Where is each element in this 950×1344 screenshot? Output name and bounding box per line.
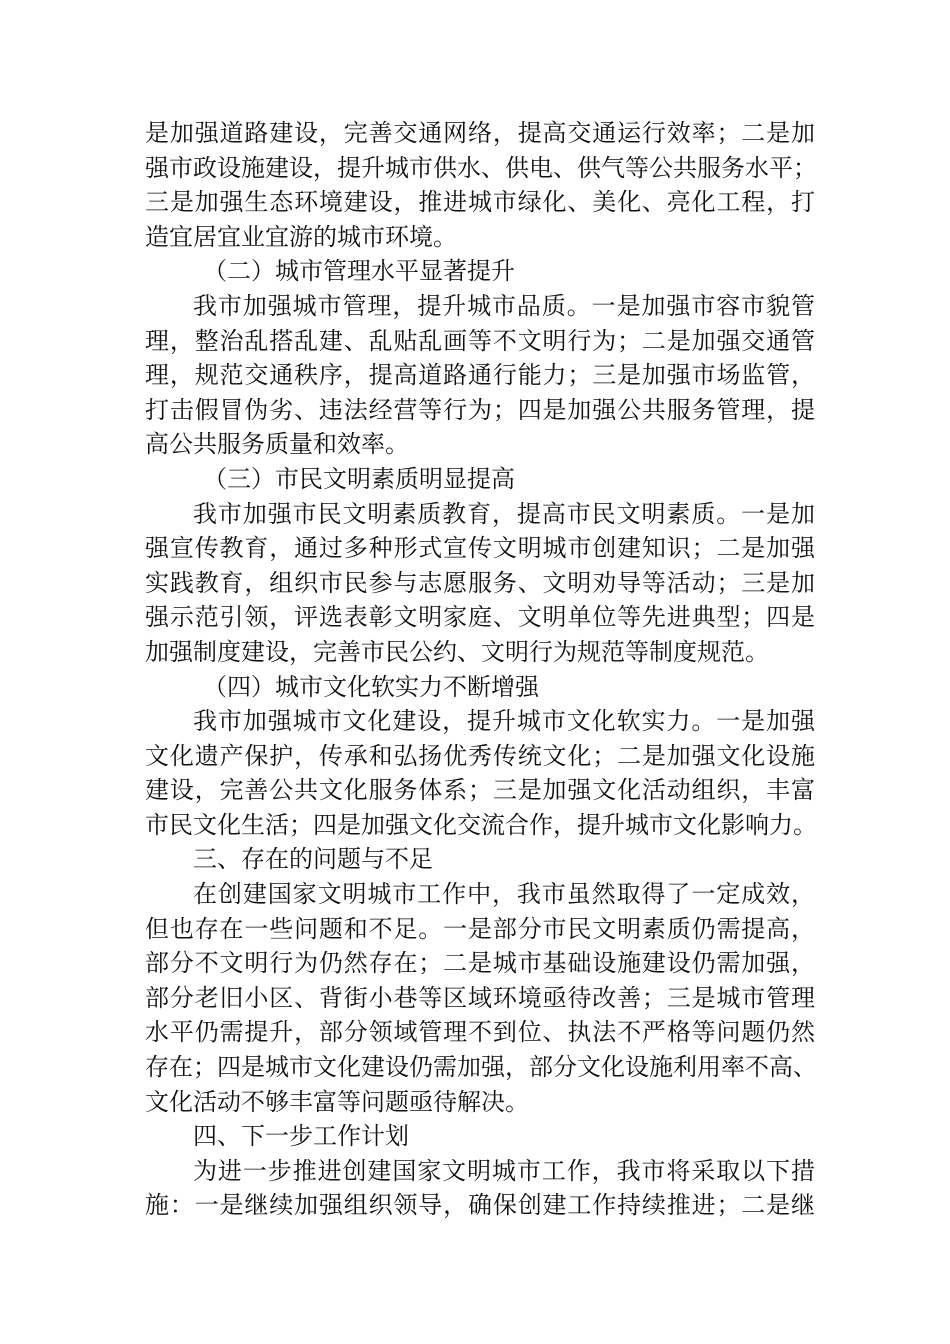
document-body xyxy=(145,116,815,1223)
body-line: 加强制度建设，完善市民公约、文明行为规范等制度规范。 xyxy=(145,637,769,666)
body-line: 水平仍需提升，部分领域管理不到位、执法不严格等问题仍然 xyxy=(145,1018,815,1047)
body-line: 我市加强市民文明素质教育，提高市民文明素质。一是加 xyxy=(193,499,815,528)
body-line: 强宣传教育，通过多种形式宣传文明城市创建知识；二是加强 xyxy=(145,534,815,563)
body-line: 打击假冒伪劣、违法经营等行为；四是加强公共服务管理，提 xyxy=(145,395,815,424)
body-line: 我市加强城市管理，提升城市品质。一是加强市容市貌管 xyxy=(193,291,815,320)
body-line: 三是加强生态环境建设，推进城市绿化、美化、亮化工程，打 xyxy=(145,188,815,217)
section-heading: （三）市民文明素质明显提高 xyxy=(203,464,515,493)
section-heading: （二）城市管理水平显著提升 xyxy=(203,257,515,286)
body-line: 实践教育，组织市民参与志愿服务、文明劝导等活动；三是加 xyxy=(145,568,815,597)
body-line: 但也存在一些问题和不足。一是部分市民文明素质仍需提高， xyxy=(145,914,815,943)
body-line: 文化遗产保护，传承和弘扬优秀传统文化；二是加强文化设施 xyxy=(145,741,815,770)
body-line: 理，规范交通秩序，提高道路通行能力；三是加强市场监管， xyxy=(145,361,815,390)
section-heading: （四）城市文化软实力不断增强 xyxy=(203,672,539,701)
body-line: 是加强道路建设，完善交通网络，提高交通运行效率；二是加 xyxy=(145,119,815,147)
body-line: 在创建国家文明城市工作中，我市虽然取得了一定成效， xyxy=(193,880,815,909)
body-line: 文化活动不够丰富等问题亟待解决。 xyxy=(145,1087,529,1116)
body-line: 造宜居宜业宜游的城市环境。 xyxy=(145,222,457,251)
chapter-heading: 三、存在的问题与不足 xyxy=(193,845,433,874)
body-line: 部分老旧小区、背街小巷等区域环境亟待改善；三是城市管理 xyxy=(145,983,815,1012)
body-line: 强示范引领，评选表彰文明家庭、文明单位等先进典型；四是 xyxy=(145,603,815,632)
body-line: 高公共服务质量和效率。 xyxy=(145,430,409,459)
body-line: 我市加强城市文化建设，提升城市文化软实力。一是加强 xyxy=(193,707,815,736)
body-line: 为进一步推进创建国家文明城市工作，我市将采取以下措 xyxy=(193,1156,815,1185)
body-line: 施：一是继续加强组织领导，确保创建工作持续推进；二是继 xyxy=(145,1191,815,1220)
body-line: 市民文化生活；四是加强文化交流合作，提升城市文化影响力。 xyxy=(145,810,817,839)
body-line: 建设，完善公共文化服务体系；三是加强文化活动组织，丰富 xyxy=(145,776,815,805)
body-line: 存在；四是城市文化建设仍需加强，部分文化设施利用率不高、 xyxy=(145,1053,817,1082)
body-line: 部分不文明行为仍然存在；二是城市基础设施建设仍需加强， xyxy=(145,949,815,978)
chapter-heading: 四、下一步工作计划 xyxy=(193,1122,409,1151)
body-line: 理，整治乱搭乱建、乱贴乱画等不文明行为；二是加强交通管 xyxy=(145,326,815,355)
body-line: 强市政设施建设，提升城市供水、供电、供气等公共服务水平； xyxy=(145,153,817,182)
